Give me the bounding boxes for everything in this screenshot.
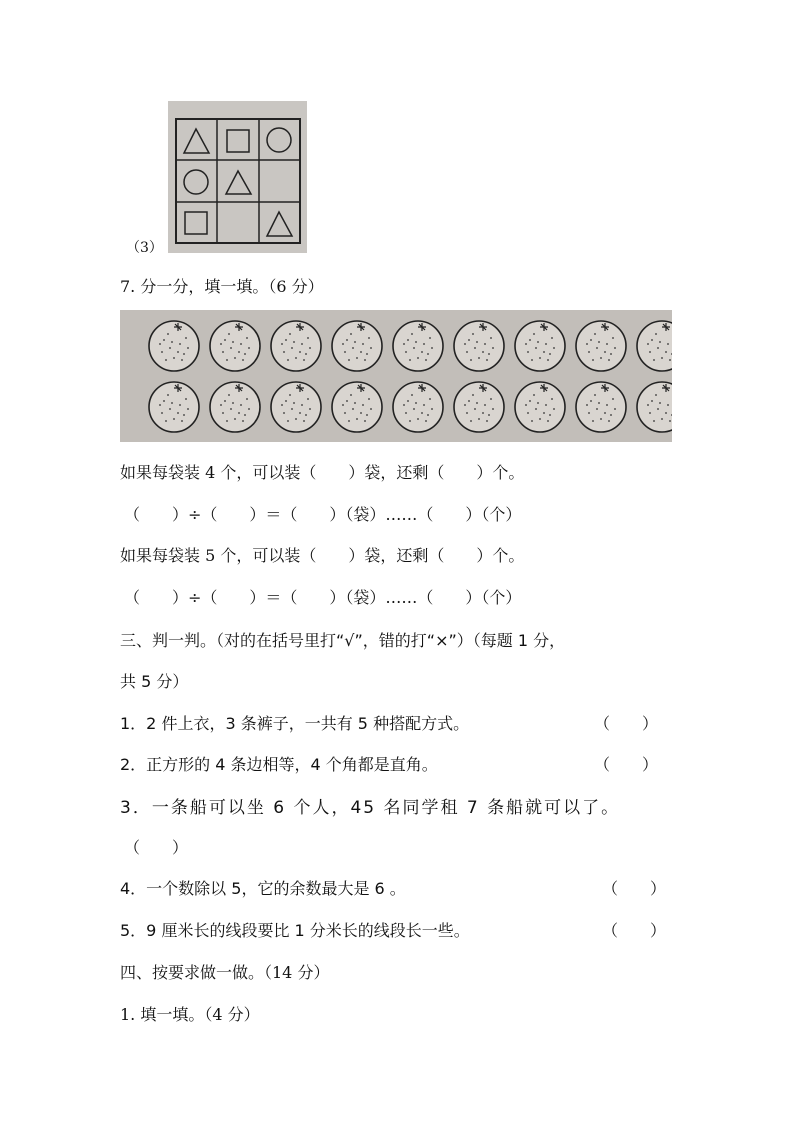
judge-item-5: 5．9 厘米长的线段要比 1 分米长的线段长一些。 <box>120 921 470 940</box>
orange-icon <box>454 321 504 371</box>
oranges-photo <box>120 310 672 442</box>
judge-item-2: 2．正方形的 4 条边相等，4 个角都是直角。 <box>120 755 438 774</box>
square-icon <box>227 130 249 152</box>
judge-bracket-1[interactable]: （ ） <box>594 714 659 733</box>
judge-bracket-5[interactable]: （ ） <box>602 921 667 940</box>
circle-icon <box>184 170 208 194</box>
square-icon <box>185 212 207 234</box>
circle-icon <box>267 128 291 152</box>
shape-grid-photo <box>168 101 307 253</box>
triangle-icon <box>267 212 292 236</box>
section-4-sub-1: 1. 填一填。（4 分） <box>120 1005 260 1024</box>
orange-icon <box>515 382 565 432</box>
orange-icon <box>454 382 504 432</box>
judge-item-4: 4．一个数除以 5，它的余数最大是 6 。 <box>120 879 406 898</box>
orange-icon <box>393 382 443 432</box>
judge-bracket-2[interactable]: （ ） <box>594 755 659 774</box>
q7-equation-1: （ ）÷（ ）＝（ ）（袋）……（ ）（个） <box>124 505 522 524</box>
q7-line-2: 如果每袋装 5 个，可以装（ ）袋，还剩（ ）个。 <box>120 546 525 565</box>
triangle-icon <box>226 171 251 194</box>
orange-icon <box>515 321 565 371</box>
triangle-icon <box>184 129 209 153</box>
orange-icon <box>149 382 199 432</box>
q7-line-1: 如果每袋装 4 个，可以装（ ）袋，还剩（ ）个。 <box>120 463 525 482</box>
judge-bracket-4[interactable]: （ ） <box>602 879 667 898</box>
orange-icon <box>637 382 672 432</box>
orange-icon <box>149 321 199 371</box>
section-4-heading: 四、按要求做一做。（14 分） <box>120 963 330 982</box>
q7-equation-2: （ ）÷（ ）＝（ ）（袋）……（ ）（个） <box>124 588 522 607</box>
orange-icon <box>271 382 321 432</box>
orange-icon <box>332 321 382 371</box>
judge-item-1: 1．2 件上衣，3 条裤子，一共有 5 种搭配方式。 <box>120 714 470 733</box>
orange-icon <box>210 382 260 432</box>
orange-icon <box>393 321 443 371</box>
orange-icon <box>637 321 672 371</box>
question-label-3: （3） <box>126 240 163 256</box>
orange-icon <box>210 321 260 371</box>
orange-icon <box>332 382 382 432</box>
question-7-heading: 7. 分一分，填一填。（6 分） <box>120 277 324 296</box>
judge-item-3: 3．一条船可以坐 6 个人，45 名同学租 7 条船就可以了。 <box>120 798 621 818</box>
orange-icon <box>576 321 626 371</box>
section-3-heading-cont: 共 5 分） <box>120 672 189 691</box>
section-3-heading: 三、判一判。（对的在括号里打“√”，错的打“×”）（每题 1 分， <box>120 631 566 650</box>
orange-icon <box>576 382 626 432</box>
judge-bracket-3[interactable]: （ ） <box>124 838 189 857</box>
orange-icon <box>271 321 321 371</box>
